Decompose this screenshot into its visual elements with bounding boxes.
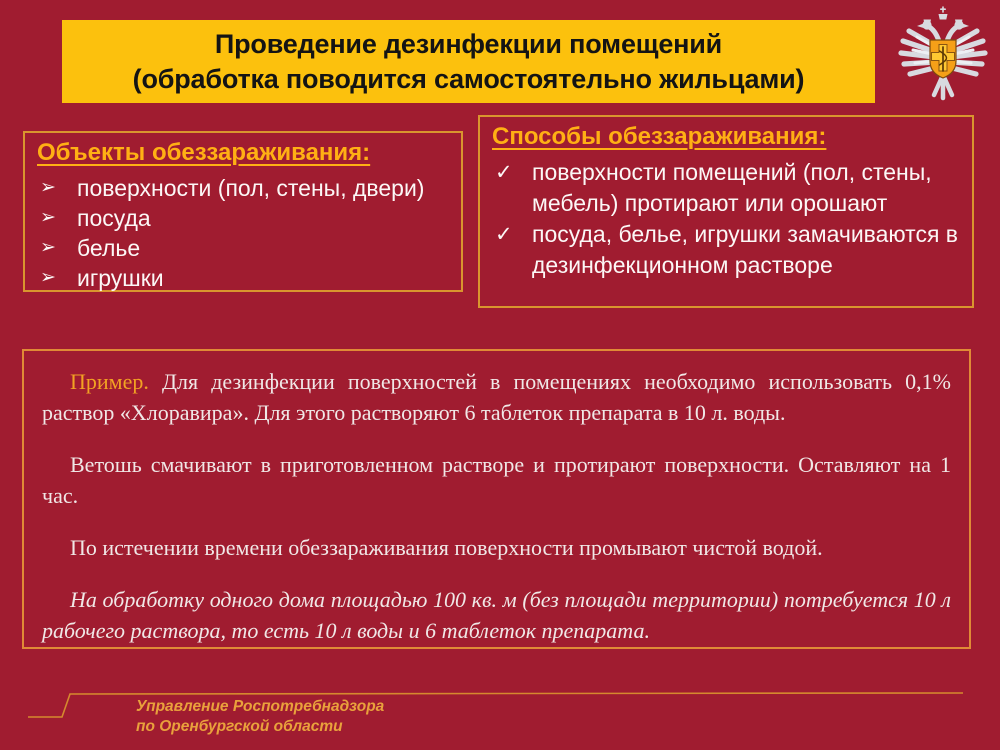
example-paragraph-2: Ветошь смачивают в приготовленном растворе и протирают поверхности. Оставляют на 1 час. <box>42 452 951 508</box>
list-item <box>37 203 453 233</box>
slide-title-line1: Проведение дезинфекции помещений <box>214 28 723 59</box>
arrow-bullet-icon: ➢ <box>40 177 56 198</box>
example-box <box>22 349 971 649</box>
example-paragraph-3: По истечении времени обеззараживания поверхности промывают чистой водой. <box>70 535 823 560</box>
rospotrebnadzor-emblem <box>893 5 993 105</box>
example-paragraph-4: На обработку одного дома площадью 100 кв. м (без площади территории) потребуется 10 л рабочего раствора, то есть 10 л воды и 6 таблеток препарата. <box>42 587 951 643</box>
list-item-text: посуда, белье, игрушки замачиваются в дезинфекционном растворе <box>532 221 959 278</box>
footer-organization <box>136 697 384 737</box>
checkmark-bullet-icon: ✓ <box>495 223 513 246</box>
methods-box <box>478 115 974 308</box>
arrow-bullet-icon: ➢ <box>40 237 56 258</box>
example-paragraph-1-text: Для дезинфекции поверхностей в помещениях необходимо использовать 0,1% раствор «Хлоравира». Для этого растворяют 6 таблеток препарата в 10 л. воды. <box>42 369 952 425</box>
list-item <box>37 263 453 293</box>
list-item-text: поверхности (пол, стены, двери) <box>77 175 425 201</box>
objects-box-heading: Объекты обеззараживания: <box>37 139 371 166</box>
checkmark-bullet-icon: ✓ <box>495 161 513 184</box>
footer-line2: по Оренбургской области <box>136 718 343 735</box>
list-item-text: посуда <box>77 205 151 231</box>
title-banner <box>62 20 875 103</box>
list-item <box>492 157 964 219</box>
list-item <box>492 219 964 281</box>
footer-line1: Управление Роспотребнадзора <box>136 698 385 715</box>
list-item <box>37 173 453 203</box>
list-item-text: игрушки <box>77 265 164 291</box>
arrow-bullet-icon: ➢ <box>40 267 56 288</box>
example-paragraph-1 <box>42 366 951 428</box>
methods-box-heading: Способы обеззараживания: <box>492 123 827 150</box>
arrow-bullet-icon: ➢ <box>40 207 56 228</box>
list-item-text: белье <box>77 235 141 261</box>
example-label: Пример. <box>70 369 149 394</box>
double-headed-eagle-icon <box>893 5 993 105</box>
list-item-text: поверхности помещений (пол, стены, мебель) протирают или орошают <box>532 159 932 216</box>
slide-title-line2: (обработка поводится самостоятельно жильцами) <box>132 63 805 94</box>
objects-box <box>23 131 463 292</box>
list-item <box>37 233 453 263</box>
